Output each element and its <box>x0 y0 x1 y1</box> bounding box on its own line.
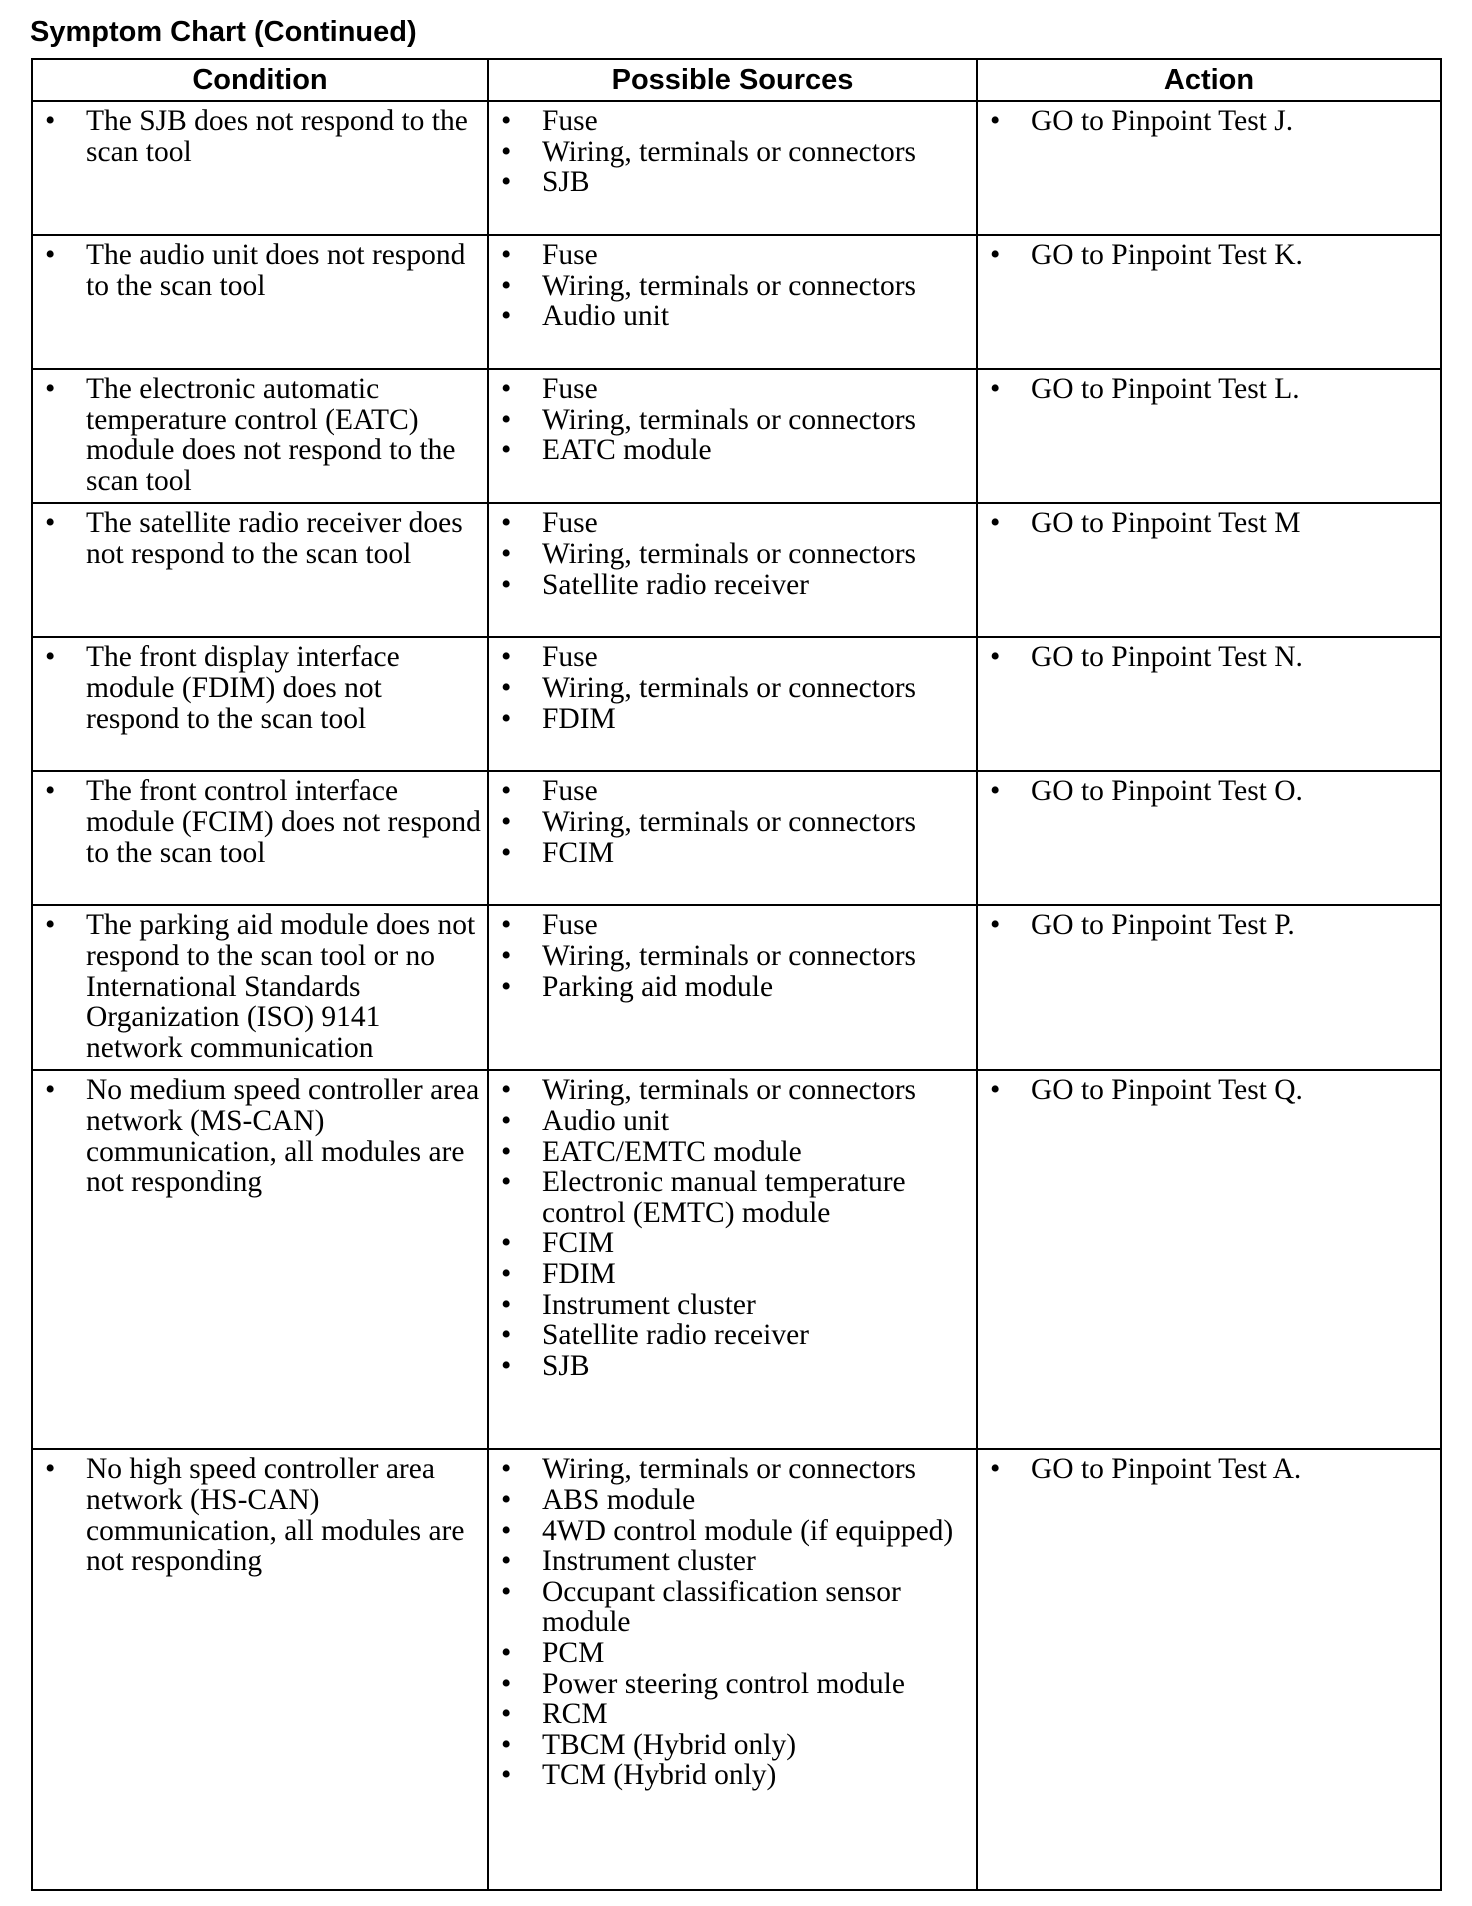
possible-source-item: • Fuse <box>495 910 970 941</box>
table-body <box>32 101 1441 1890</box>
possible-sources-list <box>495 374 970 466</box>
column-header-possible-sources: Possible Sources <box>488 59 977 101</box>
action-text: • GO to Pinpoint Test A. <box>984 1454 1434 1485</box>
header-row <box>32 59 1441 101</box>
action-cell <box>977 1449 1441 1890</box>
possible-source-item: • Parking aid module <box>495 972 970 1003</box>
action-cell <box>977 771 1441 905</box>
symptom-table <box>31 58 1442 1891</box>
possible-source-item: • TCM (Hybrid only) <box>495 1760 970 1791</box>
condition-list <box>39 1075 481 1197</box>
condition-cell <box>32 771 488 905</box>
possible-source-item: • TBCM (Hybrid only) <box>495 1730 970 1761</box>
condition-text: • The satellite radio receiver does not respond to the scan tool <box>39 508 481 569</box>
possible-source-item: • Satellite radio receiver <box>495 570 970 601</box>
table-row <box>32 1449 1441 1890</box>
table-row <box>32 369 1441 503</box>
possible-source-item: • Wiring, terminals or connectors <box>495 673 970 704</box>
page-title: Symptom Chart (Continued) <box>30 16 417 48</box>
possible-source-item: • Wiring, terminals or connectors <box>495 539 970 570</box>
possible-source-item: • Instrument cluster <box>495 1546 970 1577</box>
table-row <box>32 637 1441 771</box>
action-text: • GO to Pinpoint Test Q. <box>984 1075 1434 1106</box>
possible-source-item: • 4WD control module (if equipped) <box>495 1516 970 1547</box>
table-row <box>32 905 1441 1070</box>
action-cell <box>977 369 1441 503</box>
action-text: • GO to Pinpoint Test L. <box>984 374 1434 405</box>
possible-source-item: • Wiring, terminals or connectors <box>495 1454 970 1485</box>
condition-text: • No medium speed controller area network (MS-CAN) communication, all modules are not responding <box>39 1075 481 1197</box>
action-list <box>984 910 1434 941</box>
condition-list <box>39 910 481 1063</box>
possible-source-item: • Fuse <box>495 508 970 539</box>
possible-source-item: • Electronic manual temperature control (EMTC) module <box>495 1167 970 1228</box>
condition-cell <box>32 637 488 771</box>
possible-source-item: • Fuse <box>495 642 970 673</box>
possible-source-item: • SJB <box>495 167 970 198</box>
possible-sources-cell <box>488 1449 977 1890</box>
possible-source-item: • Fuse <box>495 240 970 271</box>
possible-source-item: • FCIM <box>495 1228 970 1259</box>
condition-cell <box>32 905 488 1070</box>
possible-source-item: • Wiring, terminals or connectors <box>495 807 970 838</box>
possible-sources-list <box>495 1454 970 1791</box>
action-list <box>984 240 1434 271</box>
possible-sources-cell <box>488 905 977 1070</box>
possible-source-item: • Satellite radio receiver <box>495 1320 970 1351</box>
condition-list <box>39 106 481 167</box>
condition-cell <box>32 101 488 235</box>
action-cell <box>977 101 1441 235</box>
possible-sources-cell <box>488 235 977 369</box>
possible-source-item: • Fuse <box>495 374 970 405</box>
possible-sources-cell <box>488 637 977 771</box>
possible-source-item: • Wiring, terminals or connectors <box>495 1075 970 1106</box>
table-row <box>32 503 1441 637</box>
possible-source-item: • Fuse <box>495 776 970 807</box>
possible-sources-list <box>495 776 970 868</box>
action-text: • GO to Pinpoint Test O. <box>984 776 1434 807</box>
action-cell <box>977 235 1441 369</box>
action-text: • GO to Pinpoint Test J. <box>984 106 1434 137</box>
table-row <box>32 1070 1441 1449</box>
possible-sources-cell <box>488 503 977 637</box>
possible-source-item: • Audio unit <box>495 1106 970 1137</box>
condition-list <box>39 642 481 734</box>
possible-source-item: • EATC/EMTC module <box>495 1137 970 1168</box>
possible-source-item: • Occupant classification sensor module <box>495 1577 970 1638</box>
possible-source-item: • EATC module <box>495 435 970 466</box>
possible-source-item: • ABS module <box>495 1485 970 1516</box>
condition-list <box>39 240 481 301</box>
action-text: • GO to Pinpoint Test N. <box>984 642 1434 673</box>
action-list <box>984 776 1434 807</box>
possible-source-item: • SJB <box>495 1351 970 1382</box>
possible-source-item: • Fuse <box>495 106 970 137</box>
table-row <box>32 771 1441 905</box>
possible-sources-cell <box>488 1070 977 1449</box>
condition-text: • The SJB does not respond to the scan tool <box>39 106 481 167</box>
action-cell <box>977 1070 1441 1449</box>
possible-sources-list <box>495 642 970 734</box>
possible-source-item: • Instrument cluster <box>495 1290 970 1321</box>
condition-list <box>39 1454 481 1576</box>
condition-text: • The electronic automatic temperature control (EATC) module does not respond to the scan tool <box>39 374 481 496</box>
possible-source-item: • PCM <box>495 1638 970 1669</box>
column-header-condition: Condition <box>32 59 488 101</box>
condition-cell <box>32 369 488 503</box>
condition-text: • The front display interface module (FDIM) does not respond to the scan tool <box>39 642 481 734</box>
condition-text: • The audio unit does not respond to the scan tool <box>39 240 481 301</box>
action-cell <box>977 503 1441 637</box>
action-cell <box>977 905 1441 1070</box>
condition-text: • The front control interface module (FCIM) does not respond to the scan tool <box>39 776 481 868</box>
possible-sources-cell <box>488 369 977 503</box>
action-list <box>984 508 1434 539</box>
action-list <box>984 1454 1434 1485</box>
possible-source-item: • FDIM <box>495 704 970 735</box>
condition-text: • The parking aid module does not respond to the scan tool or no International Standards Organization (ISO) 9141 network communication <box>39 910 481 1063</box>
possible-source-item: • FDIM <box>495 1259 970 1290</box>
possible-sources-list <box>495 1075 970 1381</box>
action-list <box>984 374 1434 405</box>
possible-source-item: • RCM <box>495 1699 970 1730</box>
possible-source-item: • Audio unit <box>495 301 970 332</box>
possible-sources-cell <box>488 101 977 235</box>
possible-sources-cell <box>488 771 977 905</box>
condition-cell <box>32 235 488 369</box>
action-text: • GO to Pinpoint Test K. <box>984 240 1434 271</box>
action-list <box>984 106 1434 137</box>
possible-sources-list <box>495 106 970 198</box>
action-list <box>984 642 1434 673</box>
action-text: • GO to Pinpoint Test P. <box>984 910 1434 941</box>
possible-sources-list <box>495 240 970 332</box>
possible-source-item: • Wiring, terminals or connectors <box>495 137 970 168</box>
possible-source-item: • Wiring, terminals or connectors <box>495 271 970 302</box>
possible-source-item: • Power steering control module <box>495 1669 970 1700</box>
condition-list <box>39 776 481 868</box>
condition-list <box>39 374 481 496</box>
condition-cell <box>32 1449 488 1890</box>
possible-sources-list <box>495 508 970 600</box>
possible-source-item: • Wiring, terminals or connectors <box>495 941 970 972</box>
action-list <box>984 1075 1434 1106</box>
possible-source-item: • FCIM <box>495 838 970 869</box>
condition-cell <box>32 503 488 637</box>
condition-list <box>39 508 481 569</box>
action-text: • GO to Pinpoint Test M <box>984 508 1434 539</box>
column-header-action: Action <box>977 59 1441 101</box>
table-row <box>32 101 1441 235</box>
condition-cell <box>32 1070 488 1449</box>
possible-source-item: • Wiring, terminals or connectors <box>495 405 970 436</box>
possible-sources-list <box>495 910 970 1002</box>
condition-text: • No high speed controller area network (HS-CAN) communication, all modules are not responding <box>39 1454 481 1576</box>
table-row <box>32 235 1441 369</box>
action-cell <box>977 637 1441 771</box>
